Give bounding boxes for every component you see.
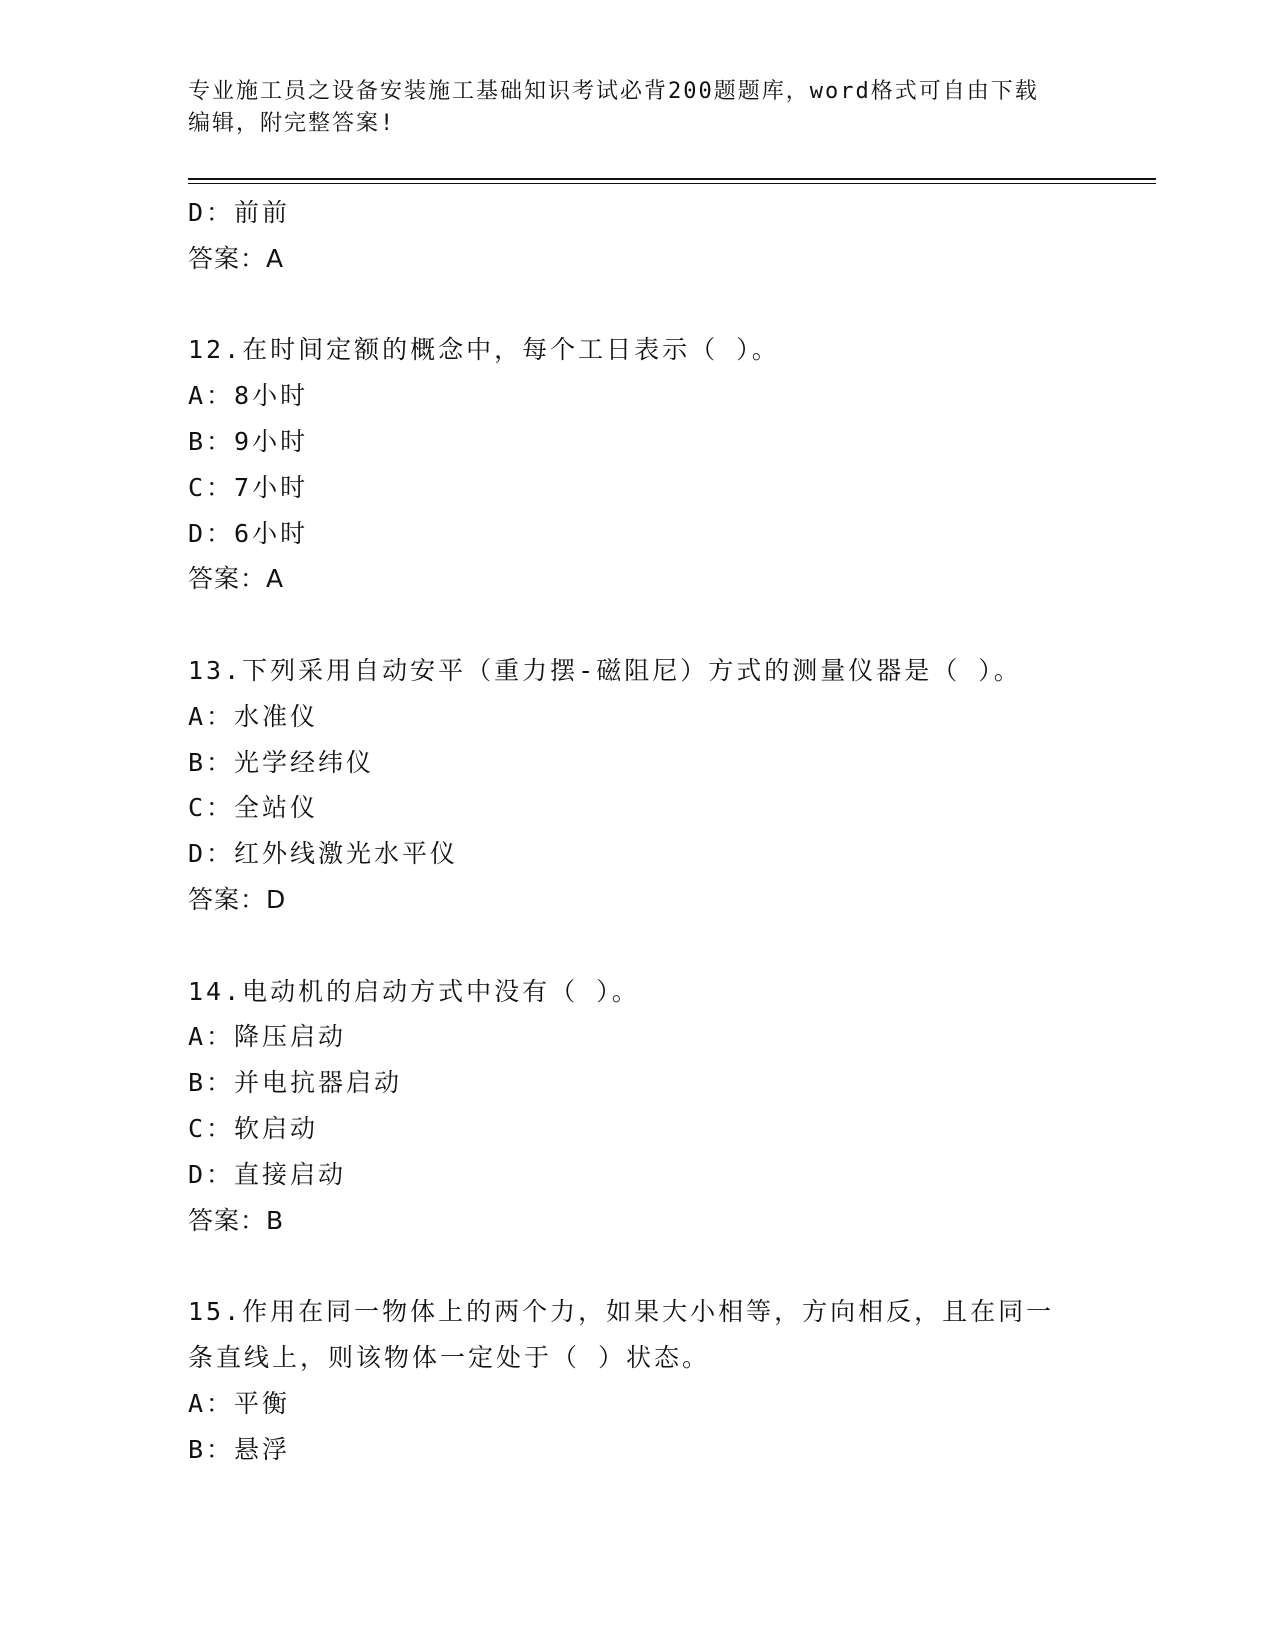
option-d: D：直接启动 [188, 1159, 347, 1189]
option-d: D：红外线激光水平仪 [188, 839, 459, 869]
answer-line: 答案：B [188, 1205, 285, 1235]
option-a: A：8小时 [188, 381, 309, 411]
question-11-continued [188, 190, 1088, 282]
option-a: A：平衡 [188, 1388, 291, 1418]
option-d: D：前前 [188, 198, 291, 227]
question-13 [188, 648, 1088, 923]
question-15 [188, 1289, 1088, 1472]
answer-line: 答案：A [188, 243, 285, 273]
header-title-line-1: 专业施工员之设备安装施工基础知识考试必背200题题库，word格式可自由下载 [188, 79, 1039, 104]
answer-line: 答案：A [188, 564, 285, 594]
question-stem-line-2: 条直线上，则该物体一定处于（ ）状态。 [188, 1342, 711, 1372]
question-stem: 12.在时间定额的概念中，每个工日表示（ ）。 [188, 335, 780, 365]
option-a: A：降压启动 [188, 1022, 347, 1052]
option-b: B：并电抗器启动 [188, 1068, 403, 1098]
option-c: C：7小时 [188, 472, 309, 502]
option-b: B：光学经纬仪 [188, 747, 375, 777]
option-b: B：9小时 [188, 426, 309, 456]
question-stem-line-1: 15.作用在同一物体上的两个力，如果大小相等，方向相反，且在同一 [188, 1297, 1055, 1327]
option-c: C：全站仪 [188, 793, 319, 823]
header-divider-thin [188, 183, 1156, 184]
option-a: A：水准仪 [188, 701, 319, 731]
header-title-line-2: 编辑，附完整答案! [188, 111, 396, 136]
document-header [188, 76, 1088, 140]
question-list [188, 190, 1088, 1472]
spacer [188, 923, 1088, 969]
spacer [188, 282, 1088, 328]
question-stem: 13.下列采用自动安平（重力摆-磁阻尼）方式的测量仪器是（ ）。 [188, 655, 1022, 685]
header-divider-thick [188, 178, 1156, 180]
spacer [188, 602, 1088, 648]
option-b: B：悬浮 [188, 1434, 291, 1464]
option-c: C：软启动 [188, 1113, 319, 1143]
question-14 [188, 969, 1088, 1244]
question-12 [188, 327, 1088, 602]
option-d: D：6小时 [188, 518, 309, 548]
spacer [188, 1243, 1088, 1289]
answer-line: 答案：D [188, 884, 287, 914]
question-stem: 14.电动机的启动方式中没有（ ）。 [188, 976, 640, 1006]
